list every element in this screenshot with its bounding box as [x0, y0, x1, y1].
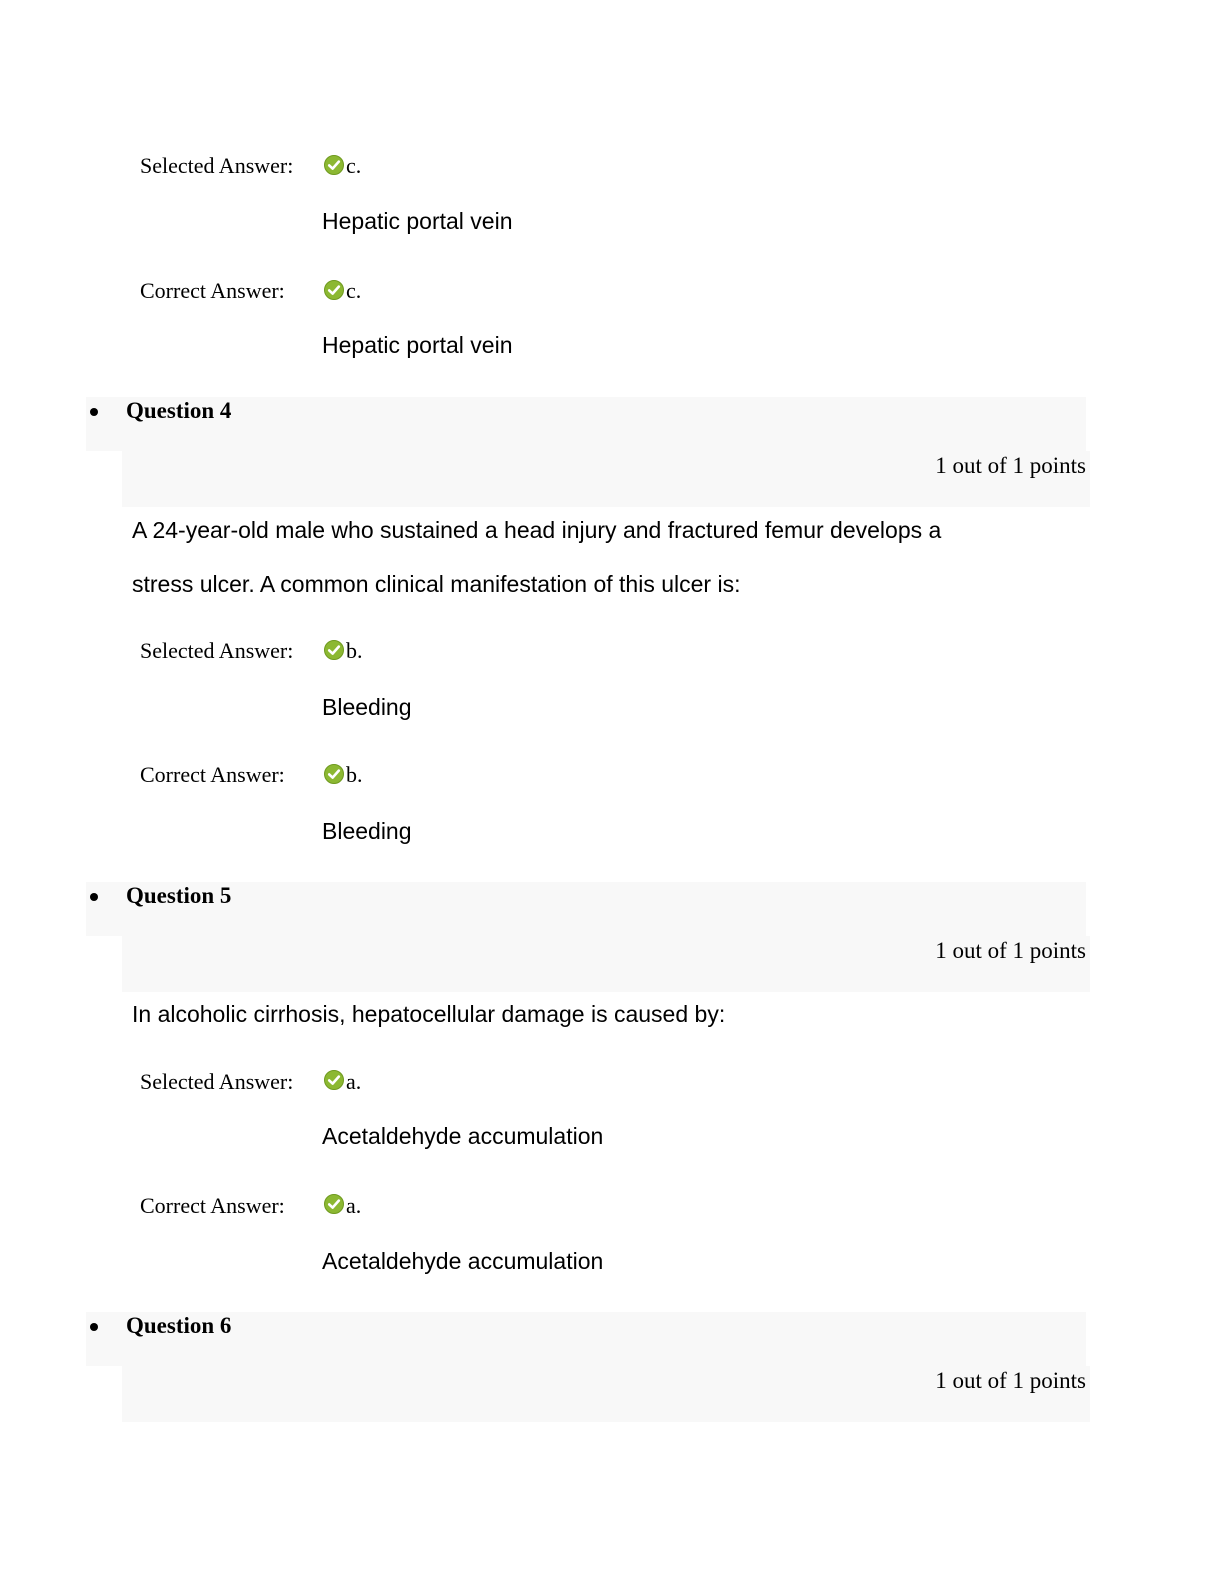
correct-answer-label: Correct Answer: [140, 278, 285, 303]
check-circle-icon [324, 280, 344, 300]
check-circle-icon [324, 764, 344, 784]
selected-answer-letter: b. [346, 638, 363, 663]
list-bullet [90, 1323, 98, 1331]
correct-answer-letter: a. [346, 1193, 362, 1218]
selected-answer-text: Bleeding [322, 694, 412, 720]
question-points: 1 out of 1 points [935, 1368, 1086, 1393]
check-circle-icon [324, 155, 344, 175]
selected-answer-letter: a. [346, 1069, 362, 1094]
correct-answer-letter: b. [346, 762, 363, 787]
question-header-band [86, 397, 1086, 451]
question-points: 1 out of 1 points [935, 453, 1086, 478]
list-bullet [90, 408, 98, 416]
question-title: Question 5 [126, 883, 232, 908]
question-header-band [86, 882, 1086, 936]
list-bullet [90, 893, 98, 901]
correct-answer-text: Bleeding [322, 818, 412, 844]
question-points: 1 out of 1 points [935, 938, 1086, 963]
question-header-band [86, 1312, 1086, 1366]
correct-answer-label: Correct Answer: [140, 762, 285, 787]
selected-answer-text: Acetaldehyde accumulation [322, 1123, 604, 1149]
question-title: Question 6 [126, 1313, 232, 1338]
correct-answer-label: Correct Answer: [140, 1193, 285, 1218]
selected-answer-label: Selected Answer: [140, 638, 294, 663]
question-title: Question 4 [126, 398, 232, 423]
check-circle-icon [324, 640, 344, 660]
question-text-line-1: In alcoholic cirrhosis, hepatocellular damage is caused by: [132, 1001, 726, 1027]
check-circle-icon [324, 1194, 344, 1214]
correct-answer-text: Hepatic portal vein [322, 332, 513, 358]
correct-answer-letter: c. [346, 278, 362, 303]
selected-answer-text: Hepatic portal vein [322, 208, 513, 234]
question-text-line-2: stress ulcer. A common clinical manifestation of this ulcer is: [132, 571, 741, 597]
selected-answer-label: Selected Answer: [140, 153, 294, 178]
selected-answer-letter: c. [346, 153, 362, 178]
question-text-line-1: A 24-year-old male who sustained a head injury and fractured femur develops a [132, 517, 942, 543]
check-circle-icon [324, 1070, 344, 1090]
correct-answer-text: Acetaldehyde accumulation [322, 1248, 604, 1274]
selected-answer-label: Selected Answer: [140, 1069, 294, 1094]
